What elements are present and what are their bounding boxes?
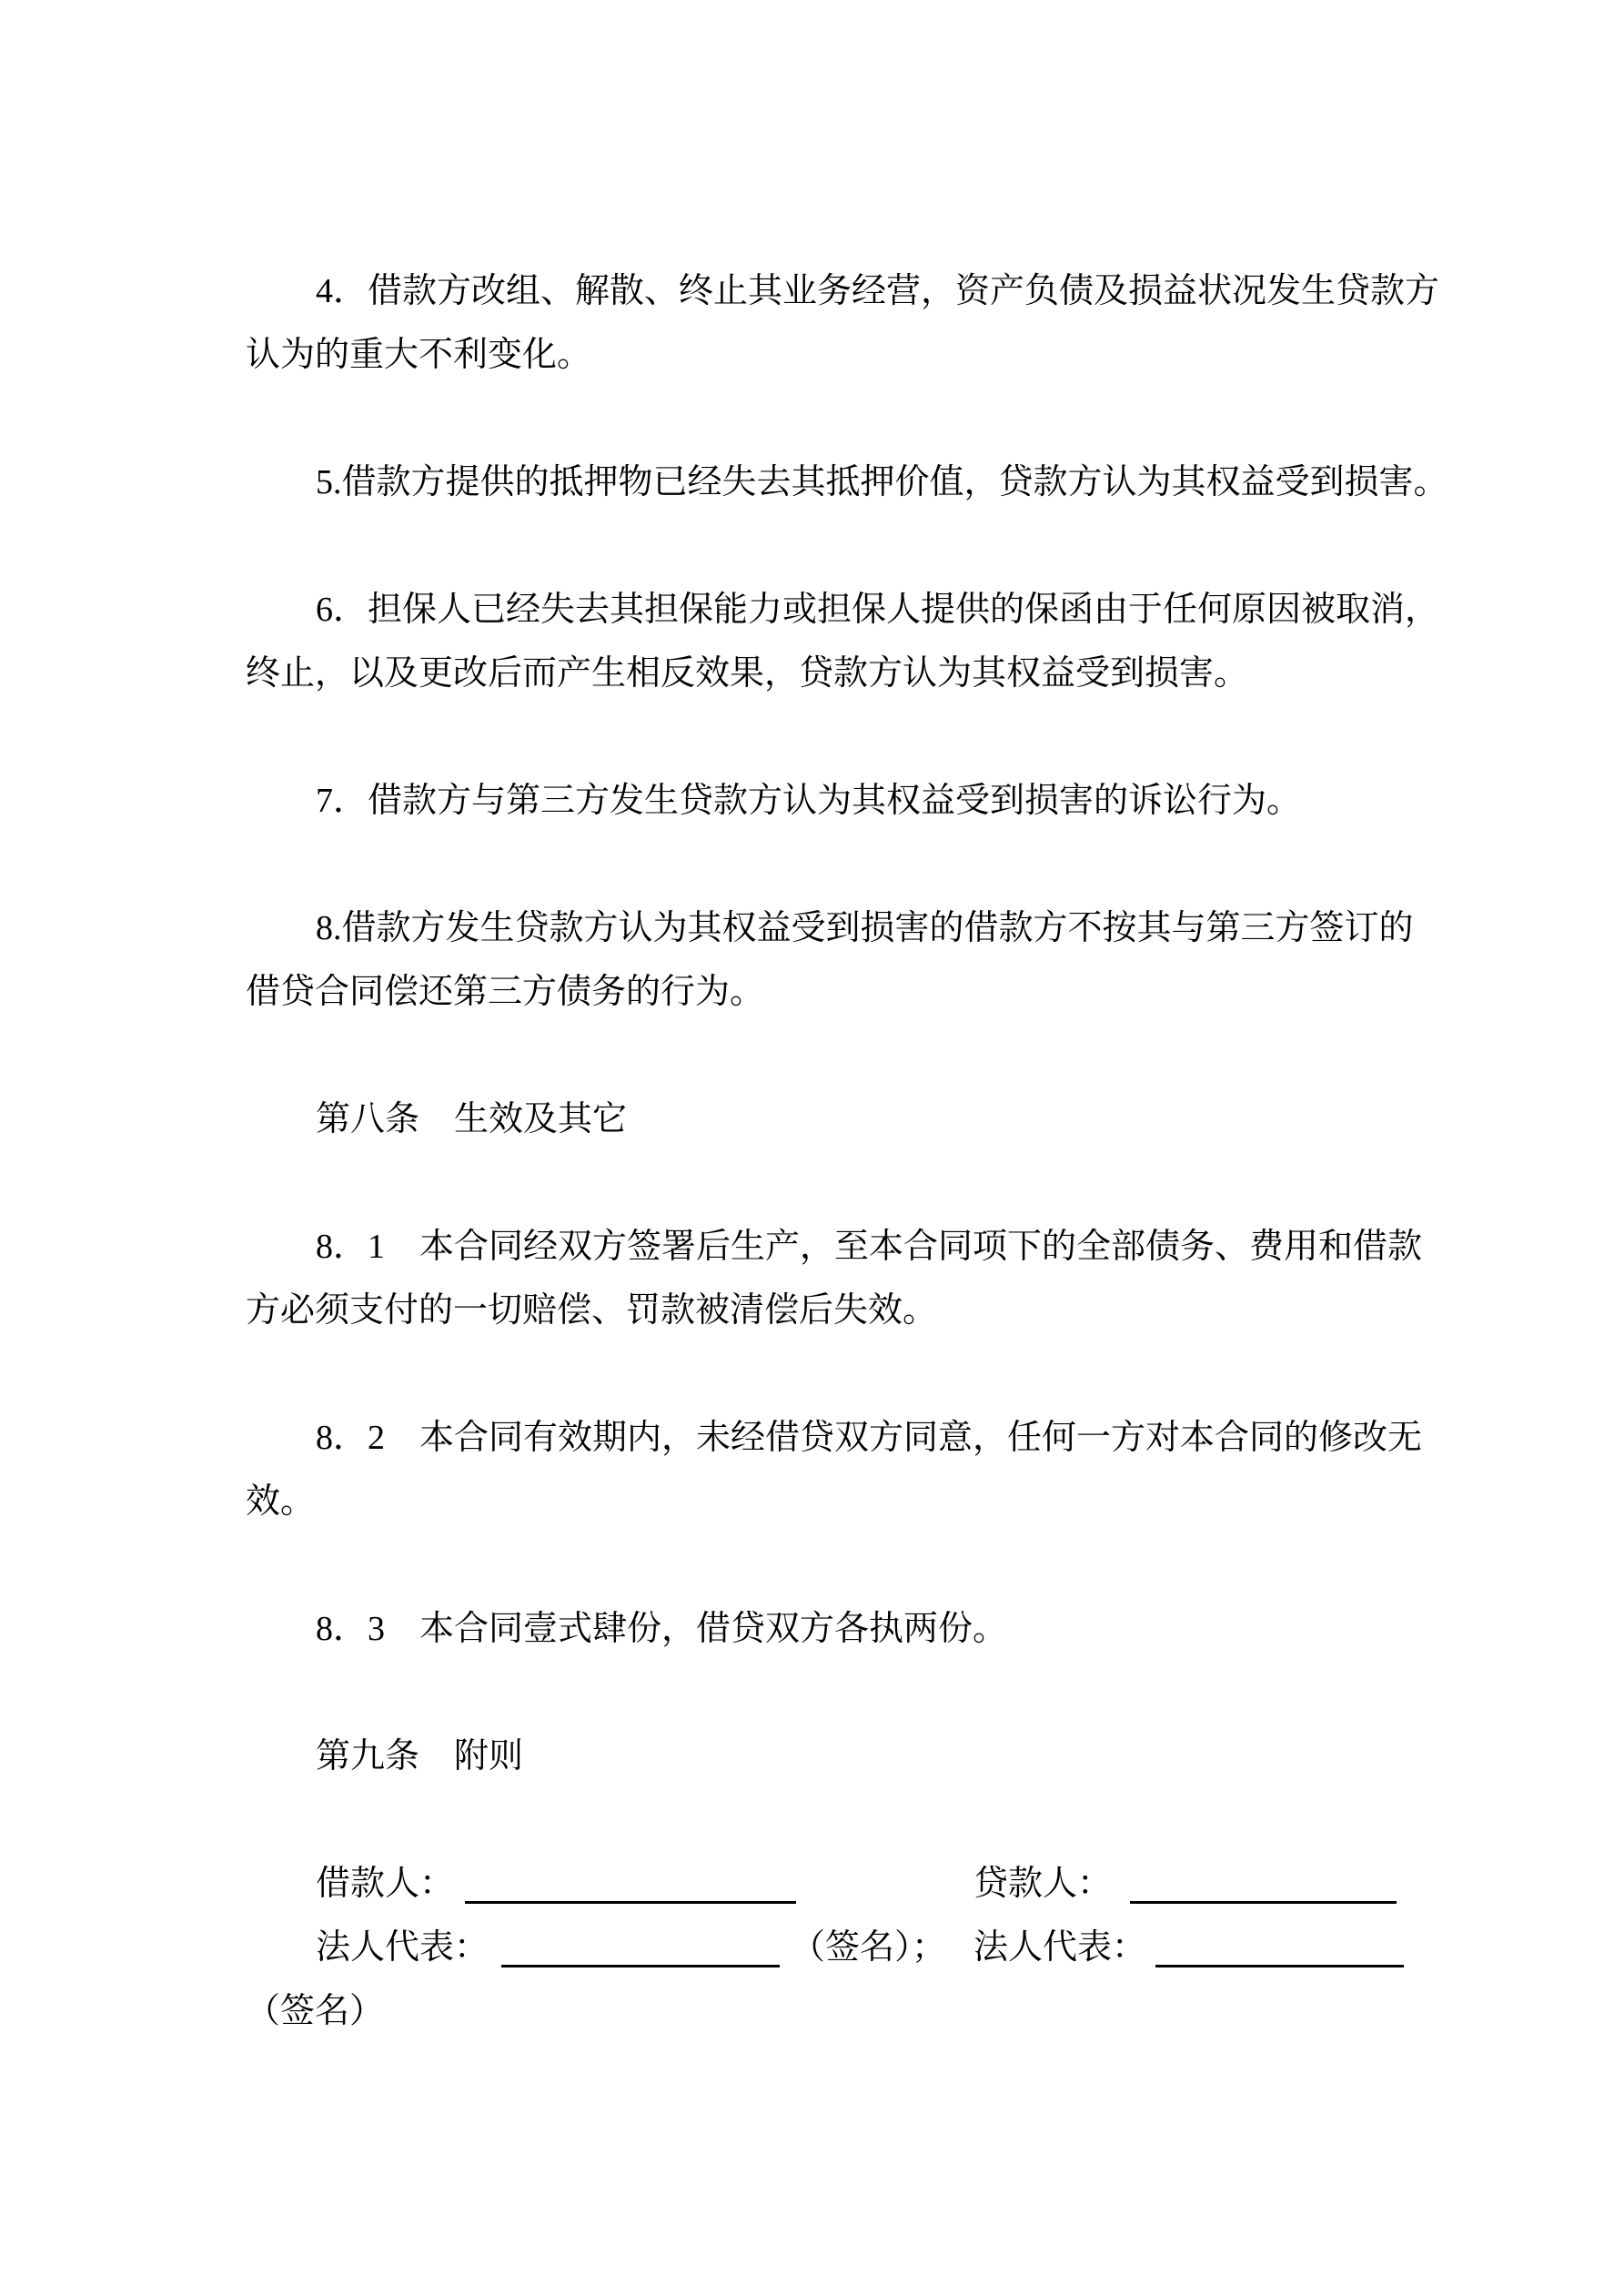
clause-6-line-1: 6．担保人已经失去其担保能力或担保人提供的保函由于任何原因被取消， (316, 591, 1440, 629)
article-8-heading (246, 1087, 1387, 1151)
document-body (246, 259, 1448, 2043)
article-8-heading-line: 第八条 生效及其它 (316, 1100, 628, 1138)
clause-8-3 (246, 1597, 1387, 1661)
clause-4-line-1: 4．借款方改组、解散、终止其业务经营，资产负债及损益状况发生贷款方 (316, 272, 1440, 310)
clause-7-item-4 (246, 259, 1440, 387)
legal-rep-left-label: 法人代表： (316, 1928, 489, 1967)
clause-8-1 (246, 1215, 1423, 1342)
sign-note-semicolon: （签名）； (791, 1928, 947, 1967)
clause-4-line-2: 认为的重大不利变化。 (246, 336, 592, 374)
clause-8-2-line-2: 效。 (246, 1482, 316, 1521)
clause-6-line-2: 终止，以及更改后而产生相反效果，贷款方认为其权益受到损害。 (246, 654, 1249, 693)
legal-rep-right-blank-line (1155, 1928, 1404, 1967)
clause-8-line-1: 8.借款方发生贷款方认为其权益受到损害的借款方不按其与第三方签订的 (316, 909, 1414, 947)
clause-5-line-1: 5.借款方提供的抵押物已经失去其抵押价值，贷款方认为其权益受到损害。 (316, 463, 1448, 501)
clause-7-item-6 (246, 578, 1440, 705)
legal-rep-right-label: 法人代表： (973, 1928, 1147, 1967)
clause-8-2-line-1: 8．2 本合同有效期内，未经借贷双方同意，任何一方对本合同的修改无 (316, 1419, 1423, 1457)
lender-label: 贷款人： (973, 1865, 1113, 1903)
borrower-label: 借款人： (316, 1865, 455, 1903)
clause-8-3-line-1: 8．3 本合同壹式肆份，借贷双方各执两份。 (316, 1610, 1008, 1648)
sign-note-wrapped: （签名） (246, 1992, 385, 2030)
clause-8-1-line-2: 方必须支付的一切赔偿、罚款被清偿后失效。 (246, 1291, 938, 1330)
lender-blank-line (1130, 1865, 1397, 1904)
borrower-blank-line (465, 1865, 796, 1904)
article-9-heading-line: 第九条 附则 (316, 1737, 524, 1775)
signature-row-parties (246, 1852, 1387, 1916)
signature-row-legal-reps (246, 1916, 1387, 1979)
clause-8-2 (246, 1406, 1423, 1533)
article-9-heading (246, 1725, 1387, 1788)
signature-block (246, 1852, 1387, 2043)
legal-rep-right-group (973, 1916, 1404, 1979)
clause-7-item-5 (246, 450, 1448, 514)
lender-group (973, 1852, 1397, 1916)
clause-8-line-2: 借贷合同偿还第三方债务的行为。 (246, 973, 765, 1011)
clause-8-1-line-1: 8．1 本合同经双方签署后生产，至本合同项下的全部债务、费用和借款 (316, 1228, 1423, 1266)
clause-7-item-8 (246, 896, 1414, 1024)
clause-7-item-7 (246, 769, 1387, 833)
clause-7-line-1: 7．借款方与第三方发生贷款方认为其权益受到损害的诉讼行为。 (316, 782, 1302, 820)
legal-rep-left-blank-line (501, 1928, 780, 1967)
